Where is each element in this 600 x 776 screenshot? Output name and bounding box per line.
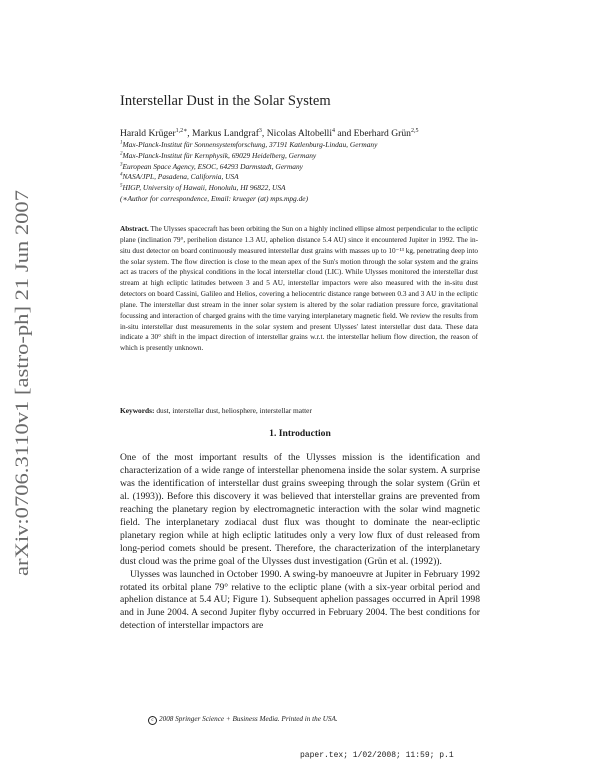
author-separator: , bbox=[187, 128, 193, 139]
affiliation-text: European Space Agency, ESOC, 64293 Darmstadt, Germany bbox=[122, 161, 303, 171]
affiliation-line bbox=[120, 183, 377, 194]
copyright-text: 2008 Springer Science + Business Media. Printed in the USA. bbox=[159, 715, 338, 723]
affiliation-text: Max-Planck-Institut für Kernphysik, 69029 Heidelberg, Germany bbox=[122, 150, 317, 160]
keywords-label: Keywords: bbox=[120, 406, 155, 415]
author-name: Harald Krüger bbox=[120, 128, 176, 139]
keywords bbox=[120, 406, 312, 415]
author-affil-sup: 2,5 bbox=[410, 127, 419, 134]
affiliation-text: Max-Planck-Institut für Sonnensystemforschung, 37191 Katlenburg-Lindau, Germany bbox=[122, 140, 378, 149]
author-affil-sup: 3 bbox=[258, 127, 262, 134]
abstract-text: The Ulysses spacecraft has been orbiting the Sun on a highly inclined ellipse almost perpendicular to the ecliptic plane (inclination 79°, perihelion distance 1.3 AU, aphelion distance 5.4 AU) since it encountered Jupiter in 1992. The in-situ dust detector on board continuously measured interstellar dust grains with masses up to 10⁻¹³ kg, penetrating deep into the solar system. The flow direction is close to the mean apex of the Sun's motion through the solar system and the grains act as tracers of the physical conditions in the local interstellar cloud (LIC). While Ulysses monitored the interstellar dust stream at high ecliptic latitudes between 3 and 5 AU, interstellar impactors were also measured with the in-situ dust detectors on board Cassini, Galileo and Helios, covering a heliocentric distance range between 0.3 and 3 AU in the ecliptic plane. The interstellar dust stream in the inner solar system is altered by the solar radiation pressure force, gravitational focussing and interaction of charged grains with the time varying interplanetary magnetic field. We review the results from in-situ interstellar dust measurements in the solar system and present Ulysses' latest interstellar dust data. These data indicate a 30° shift in the impact direction of interstellar grains w.r.t. the interstellar helium flow direction, the reason of which is presently unknown. bbox=[120, 225, 478, 353]
affiliation-text: NASA/JPL, Pasadena, California, USA bbox=[122, 172, 239, 182]
affiliation-text: HIGP, University of Hawaii, Honolulu, HI 96822, USA bbox=[122, 183, 286, 193]
author-list bbox=[120, 128, 418, 139]
affiliation-sup: 5 bbox=[120, 183, 123, 189]
arxiv-stamp bbox=[4, 188, 38, 576]
author-separator: , bbox=[261, 128, 267, 139]
author-separator: and bbox=[335, 128, 354, 139]
paragraph: One of the most important results of the Ulysses mission is the identification and characterization of a wide range of interstellar phenomena inside the solar system. A surprise was the identification of interstellar dust grains sweeping through the solar system (Grün et al. (1993)). Before this discovery it was believed that interstellar grains are prevented from reaching the planetary region by electromagnetic interaction with the solar wind magnetic field. The interplanetary zodiacal dust flux was thought to dominate the near-ecliptic planetary region while at high ecliptic latitudes only a very low flux of dust released from long-period comets should be present. Therefore, the characterization of the interplanetary dust cloud was the prime goal of the Ulysses dust investigation (Grün et al. (1992)). bbox=[120, 452, 480, 567]
correspondence-note: (∗Author for correspondence, Email: krueger (at) mps.mpg.de) bbox=[120, 193, 309, 203]
abstract-label: Abstract. bbox=[120, 225, 149, 233]
affiliation-line bbox=[120, 140, 377, 151]
affiliation-sup: 3 bbox=[120, 162, 123, 168]
section-heading: 1. Introduction bbox=[269, 428, 331, 439]
affiliation-line bbox=[120, 151, 377, 162]
author-affil-sup: 4 bbox=[332, 127, 336, 134]
affiliation-line bbox=[120, 172, 377, 183]
keywords-text: dust, interstellar dust, heliosphere, interstellar matter bbox=[156, 406, 312, 415]
affiliations bbox=[120, 140, 377, 205]
paragraph: Ulysses was launched in October 1990. A swing-by manoeuvre at Jupiter in February 1992 rotated its orbital plane 79° relative to the ecliptic plane (with a six-year orbital period and aphelion distance at 5.4 AU; Figure 1). Subsequent aphelion passages occurred in April 1998 and in June 2004. A second Jupiter flyby occurred in February 2004. The best conditions for detection of interstellar impactors are bbox=[120, 568, 480, 632]
author-name: Nicolas Altobelli bbox=[266, 128, 333, 139]
page-footer: paper.tex; 1/02/2008; 11:59; p.1 bbox=[300, 751, 454, 760]
paper-title: Interstellar Dust in the Solar System bbox=[120, 93, 331, 109]
affiliation-sup: 2 bbox=[120, 151, 123, 157]
affiliation-sup: 4 bbox=[120, 172, 123, 178]
author-affil-sup: 1,2∗ bbox=[175, 127, 188, 134]
copyright-symbol: c bbox=[148, 716, 157, 725]
abstract bbox=[120, 224, 478, 354]
copyright-line bbox=[148, 715, 338, 725]
affiliation-sup: 1 bbox=[120, 140, 123, 146]
body-text bbox=[120, 452, 480, 633]
arxiv-stamp-text: arXiv:0706.3110v1 [astro-ph] 21 Jun 2007 bbox=[12, 247, 33, 576]
affiliation-line bbox=[120, 162, 377, 173]
author-name: Eberhard Grün bbox=[353, 128, 411, 139]
author-name: Markus Landgraf bbox=[192, 128, 259, 139]
